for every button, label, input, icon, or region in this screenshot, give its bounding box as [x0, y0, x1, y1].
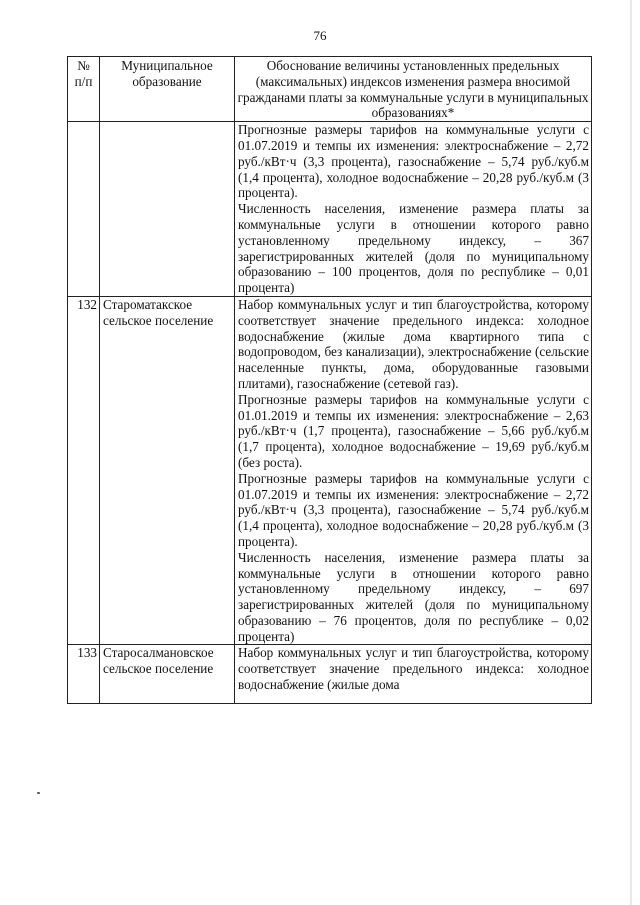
- page-number: 76: [313, 28, 327, 43]
- justification-paragraph: Набор коммунальных услуг и тип благоустройства, которому соответствует значение предельного индекса: холодное водоснабжение (жилые дома квартирного типа с водопроводом, без канализации), электроснабжение (сельские населенные пункты, дома, оборудованные газовыми плитами), газоснабжение (сетевой газ).: [238, 296, 589, 391]
- row-municipality: Старосалмановское сельское поселение: [100, 645, 235, 704]
- justification-paragraph: Прогнозные размеры тарифов на коммунальные услуги с 01.07.2019 и темпы их изменения: электроснабжение – 2,72 руб./кВт·ч (3,3 процента), газоснабжение – 5,74 руб./куб.м (1,4 процента), холодное водоснабжение – 20,28 руб./куб.м (3 процента).: [238, 122, 589, 201]
- scan-mark: [37, 792, 40, 794]
- justification-paragraph: Прогнозные размеры тарифов на коммунальные услуги с 01.07.2019 и темпы их изменения: электроснабжение – 2,72 руб./кВт·ч (3,3 процента), газоснабжение – 5,74 руб./куб.м (1,4 процента), холодное водоснабжение – 20,28 руб./куб.м (3 процента).: [238, 470, 589, 549]
- row-justification: [235, 645, 592, 704]
- row-justification: [235, 122, 592, 297]
- justification-clip: [238, 645, 589, 703]
- header-municipality: Муниципальное образование: [100, 57, 235, 122]
- scan-edge: [630, 0, 632, 905]
- justification-paragraph: Численность населения, изменение размера платы за коммунальные услуги в отношении которого равно установленному предельному индексу, – 697 зарегистрированных жителей (доля по муниципальному образованию – 76 процентов, доля по республике – 0,02 процента): [238, 549, 589, 644]
- justification-paragraph: Набор коммунальных услуг и тип благоустройства, которому соответствует значение предельного индекса: холодное водоснабжение (жилые дома: [238, 645, 589, 693]
- header-justification: Обоснование величины установленных предельных (максимальных) индексов изменения размера вносимой гражданами платы за коммунальные услуги в муниципальных образованиях*: [235, 57, 592, 122]
- tariff-justification-table: [67, 56, 592, 704]
- table-row: [68, 122, 592, 297]
- row-justification: [235, 296, 592, 645]
- row-number: 132: [68, 296, 100, 645]
- row-number: 133: [68, 645, 100, 704]
- table-row: [68, 645, 592, 704]
- row-municipality: [100, 122, 235, 297]
- row-municipality: Староматакское сельское поселение: [100, 296, 235, 645]
- justification-paragraph: Численность населения, изменение размера платы за коммунальные услуги в отношении которого равно установленному предельному индексу, – 367 зарегистрированных жителей (доля по муниципальному образованию – 100 процентов, доля по республике – 0,01 процента): [238, 201, 589, 296]
- row-number: [68, 122, 100, 297]
- table-row: [68, 296, 592, 645]
- justification-paragraph: Прогнозные размеры тарифов на коммунальные услуги с 01.01.2019 и темпы их изменения: электроснабжение – 2,63 руб./кВт·ч (1,7 процента), газоснабжение – 5,66 руб./куб.м (1,7 процента), холодное водоснабжение – 19,69 руб./куб.м (без роста).: [238, 391, 589, 470]
- table-header-row: [68, 57, 592, 122]
- header-number: № п/п: [68, 57, 100, 122]
